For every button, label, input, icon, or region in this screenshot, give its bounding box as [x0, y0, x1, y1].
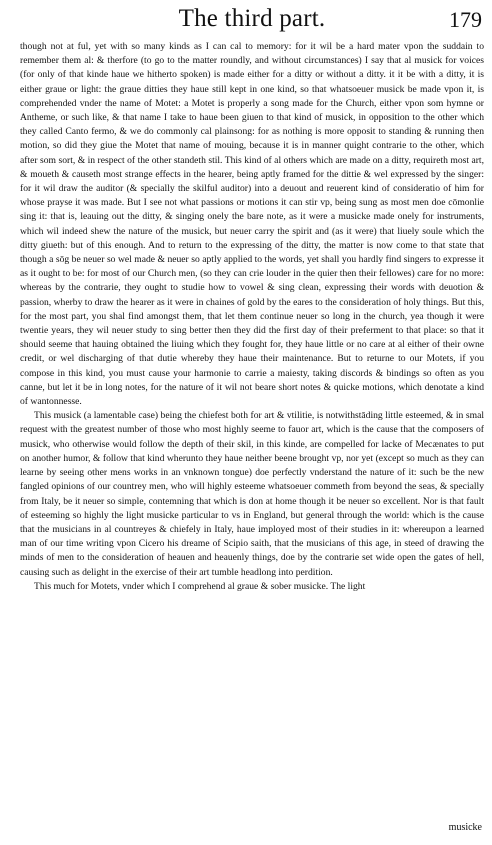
page-number: 179 — [449, 7, 482, 32]
paragraph-musick-esteemed: This musick (a lamentable case) being the chiefest both for art & vtilitie, is notwithstāding little esteemed, & in smal request with the greatest number of those who most highly seeme to fauor art, which is the cause that the composers of musick, who otherwise would follow the depth of their skil, in this kinde, are compelled for lacke of Mecænates to put on another humor, & follow that kind wherunto they haue neither beene brought vp, nor yet (except so much as they can learne by seeing other mens works in an vnknown tongue) doe perfectly vnderstand the nature of it: such be the new fangled opinions of our countrey men, who will highly esteeme whatsoeuer commeth from beyond the seas, & specially from Italy, be it neuer so simple, contemning that which is don at home though it be neuer so excellent. Nor is that fault of esteeming so highly the light musicke particular to vs in England, but general through the world: which is the cause that the musicians in al countreyes & chiefely in Italy, haue imployed most of their studies in it: whereupon a learned man of our time writing vpon Cicero his dreame of Scipio saith, that the musicians of this age, in steed of drawing the minds of men to the consideration of heauen and heauenly things, doe by the contrarie set wide open the gates of hell, causing such as delight in the exercise of their art tumble headlong into perdition. — [20, 410, 484, 578]
page-heading: The third part. — [178, 5, 326, 32]
body-text — [20, 40, 484, 594]
paragraph-motets-ditty: though not at ful, yet with so many kinds as I can cal to memory: for it wil be a hard mater vpon the suddain to remember them al: & therfore (to go to the matter roundly, and without circumstances) I say that al musick for voices (for only of that kinde haue we hitherto spoken) is made either for a ditty or without a ditty. it it be with a ditty, it is either graue or light: the graue ditties they haue still kept in one kind, so that whatsoeuer musick be made vpon it, is comprehended vnder the name of Motet: a Motet is properly a song made for the Church, either vpon som hymne or Antheme, or such like, & that name I take to haue been giuen to that kind of musick, in opposition to the other which they called Canto fermo, & we do commonly cal plainsong: for as nothing is more opposit to standing & running then motion, so did they giue the Motet that name of mouing, because it is in manner quight contrarie to the other, which after som sort, & in respect of the other standeth stil. This kind of al others which are made on a ditty, requireth most art, & moueth & causeth most strange effects in the hearer, being aptly framed for the dittie & wel expressed by the singer: for it wil draw the auditor (& specially the skilful auditor) into a deuout and reuerent kind of consideratio of him for whose prayse it was made. But I see not what passions or motions it can stir vp, being sung as most men doe cōmonlie sing it: that is, leauing out the ditty, & singing onely the bare note, as it were a musicke made onely for instruments, which wil indeed shew the nature of the musick, but neuer carry the spirit and (as it were) that liuely soule which the ditty giueth: but of this enough. And to return to the expressing of the ditty, the matter is now come to that state that though a sōg be neuer so wel made & neuer so aptly applied to the words, yet shall you hardly find singers to expresse it as it ought to be: for most of our Church men, (so they can crie louder in the quier then their fellowes) care for no more: whereas by the contrarie, they ought to studie how to vowel & sing clean, expressing their words with deuotion & passion, wherby to draw the hearer as it were in chaines of gold by the eares to the consideration of holy things. But this, for the most part, you shal find amongst them, that let them continue neuer so long in the church, yea though it were twentie years, they wil neuer study to sing better then they did the first day of their preferment to that place: so that it should seeme that hauing obtained the liuing which they fought for, they haue little or no care at al either of their owne credit, or wel discharging of that dutie whereby they haue their maintenance. But to returne to our Motets, if you compose in this kind, you must cause your harmonie to carrie a maiesty, taking discords & bindings so often as you canne, but let it be in long notes, for the nature of it wil not beare short notes & quicke motions, which denotate a kind of wantonnesse. — [20, 41, 484, 408]
running-head — [20, 2, 484, 40]
paragraph-conclusion: This much for Motets, vnder which I comprehend al graue & sober musicke. The light — [34, 580, 366, 592]
book-page — [20, 2, 484, 842]
catchword: musicke — [448, 822, 482, 833]
